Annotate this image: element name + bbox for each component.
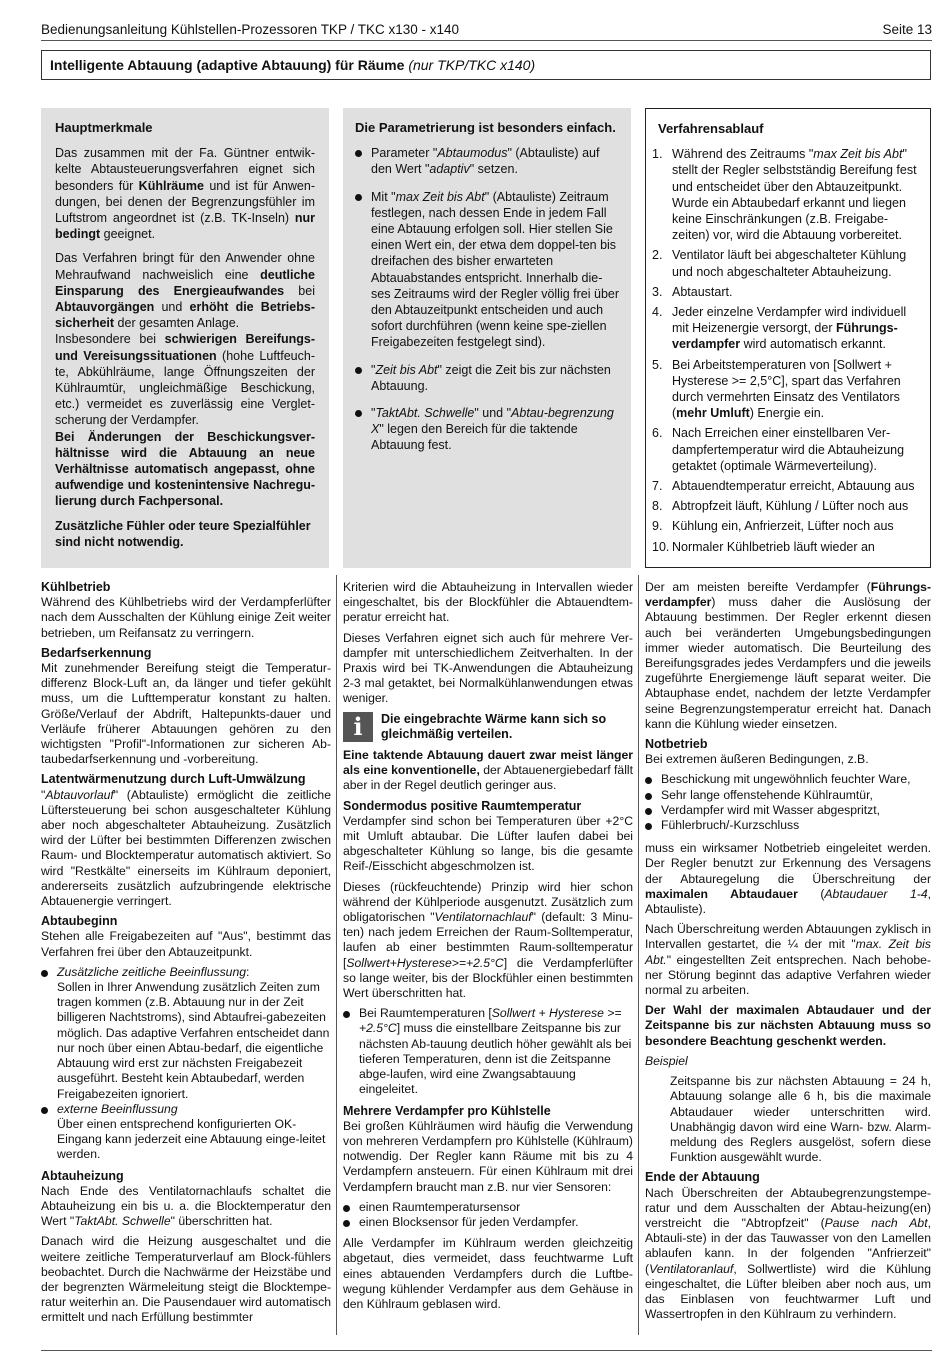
- notbetrieb-bullet-4: Fühlerbruch/-Kurzschluss: [645, 818, 931, 833]
- section-title-main: Intelligente Abtauung (adaptive Abtauung) für Räume: [50, 57, 405, 73]
- bullet-icon: [355, 150, 362, 157]
- info-text: Die eingebrachte Wärme kann sich so gleichmäßig verteilen.: [381, 711, 607, 741]
- bullet-icon: [343, 1220, 350, 1227]
- hauptmerkmale-heading: Hauptmerkmale: [55, 120, 153, 135]
- text-column-1: [41, 580, 331, 1331]
- fuehrungsverdampfer-text: Der am meisten bereifte Verdampfer (Führungs-verdampfer) muss daher die Auslösung der Abtauung bestimmen. Der Regler erkennt diesen auch bei veränderten Umgebungsbedingungen immer wieder automatisch. Die Beurteilung des Bereifungsgrades jedes Verdampfers und die jeweils zugeführte Energiemenge läuft separat weiter. Die Abtauphase endet, nachdem der letzte Verdampfer seine Begrenzungstemperatur erreicht hat. Danach kann die Kühlung wieder einsetzen.: [645, 580, 931, 731]
- parametrierung-heading: Die Parametrierung ist besonders einfach.: [355, 120, 616, 135]
- footer-rule: [41, 1350, 932, 1351]
- beispiel-text: Zeitspanne bis zur nächsten Abtauung = 24 h, Abtauung solange alle 6 h, bis die maximale Abtaudauer wieder unterschritten wird. Unabhängig davon wird eine Warn- bzw. Alarm-meldung des Reglers ausgelöst, sofern diese Funktion ausgewählt wurde.: [670, 1074, 931, 1165]
- notbetrieb-heading: Notbetrieb: [645, 737, 708, 752]
- beispiel-label: Beispiel: [645, 1053, 688, 1068]
- latentwaerme-heading: Latentwärmenutzung durch Luft-Umwälzung: [41, 772, 306, 787]
- bullet-icon: [343, 1011, 350, 1018]
- document-title: Bedienungsanleitung Kühlstellen-Prozessoren TKP / TKC x130 - x140: [41, 22, 460, 37]
- section-title-note: (nur TKP/TKC x140): [408, 57, 536, 73]
- hauptmerkmale-p3: Insbesondere bei schwierigen Bereifungs- und Vereisungssituationen (hohe Luftfeuch-te, Abkühlräume, lange Öffnungszeiten der Kühlraumtür, ungleichmäßige Beschickung, etc.) vermeidet es zuverlässig eine Verglet-scherung der Verdampfer.: [55, 332, 316, 428]
- parametrierung-bullet-2: Mit "max Zeit bis Abt" (Abtauliste) Zeitraum festlegen, nach dessen Ende in jedem Fall eine Abtauung erfolgen soll. Hier stellen Sie einen Wert ein, der etwa dem doppel-ten bis dreifachen des bisher erwarteten Abtauabstandes entspricht. Innerhalb die-ses Zeitraums wird der Regler völlig frei über den Abtauzeitpunkt entscheiden und auch sofort durchführen (wenn keine spe-ziellen Freigabezeiten festgelegt sind).: [355, 189, 619, 351]
- page-header: [41, 22, 932, 41]
- mehrere-verdampfer-text: Bei großen Kühlräumen wird häufig die Verwendung von mehreren Verdampfern pro Kühlstelle (Kühlraum) notwendig. Der Regler kann Räume mit bis zu 4 Verdampfern ansteuern. Für einen Kühlraum mit drei Verdampfern braucht man z.B. nur vier Sensoren:: [343, 1118, 633, 1194]
- raumtemperatur-bullet: Bei Raumtemperaturen [Sollwert + Hysterese >= +2.5°C] muss die einstellbare Zeitspanne bis zur nächsten Ab-tauung deutlich höher gewählt als bei tieferen Temperaturen, denn ist die Zeitspanne abge-laufen, wird eine Zwangsabtauung eingeleitet.: [343, 1006, 633, 1097]
- latentwaerme-text: "Abtauvorlauf" (Abtauliste) ermöglicht die zeitliche Lüftersteuerung bei schon ausgeschalteter Kühlung aber noch abgeschalteter Abtauheizung. Zusätzlich wird der Lüfter bei bestimmten Differenzen zwischen Raum- und Blocktemperatur automatisch aktiviert. So wird "Restkälte" einerseits im Kühlraum deponiert, andererseits zusätzlich aufzubringende elektrische Abtauenergie verringert.: [41, 787, 331, 909]
- step-item: 1. Während des Zeitraums "max Zeit bis Abt" stellt der Regler selbstständig Bereifung fest und entscheidet über den Abtauzeitpunkt. Wurde ein Abtaubedarf erkannt und liegen keine Einschränkungen (z.B. Freigabe-zeiten) vor, wird die Abtauung vorbereitet.: [652, 147, 917, 243]
- page-number: Seite 13: [882, 22, 932, 37]
- parametrierung-bullet-3: "Zeit bis Abt" zeigt die Zeit bis zur nächsten Abtauung.: [355, 362, 619, 394]
- bullet-icon: [41, 1107, 48, 1114]
- notbetrieb-muss-text: muss ein wirksamer Notbetrieb eingeleitet werden. Der Regler benutzt zur Erkennung des Versagens der Abtauregelung die Überschreitung der maximalen Abtaudauer (Abtaudauer 1-4, Abtauliste).: [645, 841, 931, 917]
- notbetrieb-nach-text: Nach Überschreitung werden Abtauungen zyklisch in Intervallen gestartet, die ¼ der mit "max. Zeit bis Abt." eingestellten Zeit entsprechen. Nach behobe-ner Störung beginnt das adaptive Verfahren wieder normal zu arbeiten.: [645, 922, 931, 998]
- step-item: 4. Jeder einzelne Verdampfer wird individuell mit Heizenergie versorgt, der Führungs-verdampfer wird automatisch erkannt.: [652, 305, 907, 352]
- step-item: 9. Kühlung ein, Anfrierzeit, Lüfter noch aus: [652, 519, 894, 534]
- abtauheizung-text: Nach Ende des Ventilatornachlaufs schaltet die Abtauheizung ein bis u. a. die Blocktemperatur den Wert "TaktAbt. Schwelle" überschritten hat.: [41, 1183, 331, 1229]
- notbetrieb-bullet-2: Sehr lange offenstehende Kühlraumtür,: [645, 788, 931, 803]
- step-item: 6. Nach Erreichen einer einstellbaren Ver-dampfertemperatur wird die Abtauheizung getaktet (optimale Wärmeverteilung).: [652, 426, 905, 473]
- beeinflussung-bullet-1: Zusätzliche zeitliche Beeinflussung: Sollen in Ihrer Anwendung zusätzlich Zeiten zum tragen kommen (z.B. Abtauung nur in der Zeit billigeren Nachtstroms), sind Abtaufrei-gabezeiten möglich. Das adaptive Verfahren entscheidet dann nur noch über einen Abtau-bedarf, die eigentliche Abtauung wird erst zur nächsten Freigabezeit ausgeführt. Besteht kein Abtaubedarf, werden Freigabezeiten ignoriert.: [41, 965, 331, 1102]
- bullet-icon: [355, 194, 362, 201]
- hauptmerkmale-p4: Bei Änderungen der Beschickungsver-hältnisse wird die Abtauung an neue Verhältnisse automatisch angepasst, ohne aufwendige und kostenintensive Nachregu-lierung durch Fachpersonal.: [55, 429, 315, 509]
- step-item: 3. Abtaustart.: [652, 284, 733, 299]
- parametrierung-bullet-4: "TaktAbt. Schwelle" und "Abtau-begrenzung X" legen den Bereich für die taktende Abtauung fest.: [355, 405, 619, 454]
- abtauheizung-text-2: Danach wird die Heizung ausgeschaltet und die weitere zeitliche Temperaturverlauf am Block-fühlers beobachtet. Durch die Nachwärme der Heizstäbe und der begrenzten Wärmeleitung steigt die Blocktempe-ratur weiterhin an. Die Pausendauer wird automatisch ermittelt und nach Erfüllung bestimmter: [41, 1234, 331, 1325]
- step-item: 10. Normaler Kühlbetrieb läuft wieder an: [652, 539, 875, 554]
- notbetrieb-bullet-1: Beschickung mit ungewöhnlich feuchter Ware,: [645, 772, 931, 787]
- kriterien-text: Kriterien wird die Abtauheizung in Intervallen wieder eingeschaltet, bis der Blockfühler die Abtauendtem-peratur erreicht hat.: [343, 580, 633, 625]
- info-icon: i: [343, 712, 373, 742]
- alle-verdampfer-text: Alle Verdampfer im Kühlraum werden gleichzeitig abgetaut, dies vermeidet, dass feuchtwarme Luft eines abtauenden Verdampfers durch die Luftbe-wegung kühlender Verdampfer aus dem Gehäuse in den Kühlraum geblasen wird.: [343, 1236, 633, 1311]
- parametrierung-box: [343, 108, 631, 568]
- section-title: [41, 50, 931, 80]
- abtauheizung-heading: Abtauheizung: [41, 1168, 124, 1183]
- kuehlbetrieb-text: Während des Kühlbetriebs wird der Verdampferlüfter nach dem Ausschalten der Kühlung einige Zeit weiter betrieben, um Reifansatz zu verringern.: [41, 595, 331, 640]
- ende-abtauung-heading: Ende der Abtauung: [645, 1170, 760, 1185]
- column-divider: [336, 575, 337, 1335]
- hauptmerkmale-box: [41, 108, 329, 568]
- bullet-icon: [645, 793, 652, 800]
- bullet-icon: [355, 410, 362, 417]
- text-column-2: [343, 580, 633, 1317]
- verfahrensablauf-box: [645, 108, 931, 568]
- bullet-icon: [645, 808, 652, 815]
- abtaudauer-hinweis: Der Wahl der maximalen Abtaudauer und der Zeitspanne bis zur nächsten Abtauung muss so besondere Beachtung geschenkt werden.: [645, 1003, 931, 1048]
- bullet-icon: [355, 367, 362, 374]
- bullet-icon: [645, 823, 652, 830]
- step-item: 8. Abtropfzeit läuft, Kühlung / Lüfter noch aus: [652, 499, 909, 514]
- step-item: 7. Abtauendtemperatur erreicht, Abtauung aus: [652, 479, 915, 494]
- hauptmerkmale-p1: Das zusammen mit der Fa. Güntner entwik-kelte Abtausteuerungsverfahren eignet sich besonders für Kühlräume und ist für Anwen-dungen, bei denen der Begrenzungsfühler im Luftstrom angeordnet ist (z.B. TK-Inseln) nur bedingt geeignet.: [55, 146, 315, 242]
- sensor-bullet-2: einen Blocksensor für jeden Verdampfer.: [343, 1215, 633, 1230]
- step-item: 2. Ventilator läuft bei abgeschalteter Kühlung und noch abgeschalteter Abtauheizung.: [652, 248, 907, 279]
- abtaubeginn-heading: Abtaubeginn: [41, 914, 118, 929]
- kuehlbetrieb-heading: Kühlbetrieb: [41, 580, 111, 594]
- sondermodus-heading: Sondermodus positive Raumtemperatur: [343, 798, 582, 813]
- text-column-3: [645, 580, 931, 1327]
- bullet-icon: [41, 970, 48, 977]
- verfahrensablauf-heading: Verfahrensablauf: [658, 121, 764, 136]
- mehrere-verdampfer-heading: Mehrere Verdampfer pro Kühlstelle: [343, 1103, 551, 1118]
- bedarfserkennung-heading: Bedarfserkennung: [41, 645, 152, 660]
- hauptmerkmale-p2: Das Verfahren bringt für den Anwender ohne Mehraufwand nachweislich eine deutliche Einsparung des Energieaufwandes bei Abtauvorgängen und erhöht die Betriebs-sicherheit der gesamten Anlage.: [55, 251, 315, 331]
- beeinflussung-bullet-2: externe Beeinflussung Über einen entsprechend konfigurierten OK-Eingang kann jederzeit eine Abtauung einge-leitet werden.: [41, 1102, 331, 1163]
- taktende-abtauung-text: Eine taktende Abtauung dauert zwar meist länger als eine konventionelle, der Abtauenergiebedarf fällt aber in der Regel deutlich geringer aus.: [343, 748, 633, 793]
- column-divider: [638, 575, 639, 1335]
- bullet-icon: [343, 1205, 350, 1212]
- parametrierung-bullet-1: Parameter "Abtaumodus" (Abtauliste) auf den Wert "adaptiv" setzen.: [355, 145, 619, 177]
- step-item: 5. Bei Arbeitstemperaturen von [Sollwert + Hysterese >= 2,5°C], spart das Verfahren durch vermehrten Einsatz des Ventilators (mehr Umluft) Energie ein.: [652, 357, 901, 421]
- bullet-icon: [645, 777, 652, 784]
- verfahrensablauf-list: [652, 146, 920, 555]
- sondermodus-text-1: Verdampfer sind schon bei Temperaturen über +2°C mit Umluft abtaubar. Die Lüfter laufen dabei bei abgeschalteter Kühlung so lange, bis die gesamte Reif-/Eisschicht abgeschmolzen ist.: [343, 813, 633, 874]
- bedarfserkennung-text: Mit zunehmender Bereifung steigt die Temperatur-differenz Block-Luft an, da länger und tiefer gekühlt muss, um die Lufttemperatur konstant zu halten. Größe/Verlauf der Abdrift, Haltepunkts-dauer und Verläufe früherer Abtauungen gehören zu den wichtigsten "Profil"-Informationen zur sicheren Ab-taubedarfserkennung und -vorbereitung.: [41, 661, 331, 767]
- notbetrieb-text: Bei extremen äußeren Bedingungen, z.B.: [645, 752, 869, 767]
- info-note: [343, 712, 633, 742]
- ende-abtauung-text: Nach Überschreiten der Abtaubegrenzungstempe-ratur und dem Ausschalten der Abtau-heizung(en) verstreicht die "Abtropfzeit" (Pause nach Abt, Abtauli-ste) in der das Tauwasser von den Lamellen ablaufen kann. In der folgenden "Anfrierzeit" (Ventilatoranlauf, Sollwertliste) wird die Kühlung eingeschaltet, die Lüfter bleiben aber noch aus, um das Einblasen von feuchtwarmer Luft und Wassertropfen in den Kühlraum zu verhindern.: [645, 1185, 931, 1322]
- sondermodus-text-2: Dieses (rückfeuchtende) Prinzip wird hier schon während der Kühlperiode ausgenutzt. Zusätzlich zum obligatorischen "Ventilatornachlauf" (default: 3 Minu-ten) nach jedem Erreichen der Raum-Solltemperatur, laufen ab einer bestimmten Raum-solltemperatur [Sollwert+Hysterese>=+2.5°C] die Verdampferlüfter so lange weiter, bis der Blockfühler einen bestimmten Wert überschritten hat.: [343, 879, 633, 1001]
- abtaubeginn-text: Stehen alle Freigabezeiten auf "Aus", bestimmt das Verfahren frei über den Abtauzeitpunkt.: [41, 929, 331, 959]
- sensor-bullet-1: einen Raumtemperatursensor: [343, 1200, 633, 1215]
- notbetrieb-bullet-3: Verdampfer wird mit Wasser abgespritzt,: [645, 803, 931, 818]
- hauptmerkmale-p5: Zusätzliche Fühler oder teure Spezialfühler sind nicht notwendig.: [55, 518, 311, 549]
- verfahren-text: Dieses Verfahren eignet sich auch für mehrere Ver-dampfer mit unterschiedlichem Zeitverhalten. In der Praxis wird bei TK-Anwendungen die Abtauheizung 2-3 mal getaktet, bei Normalkühlanwendungen etwas weniger.: [343, 630, 633, 706]
